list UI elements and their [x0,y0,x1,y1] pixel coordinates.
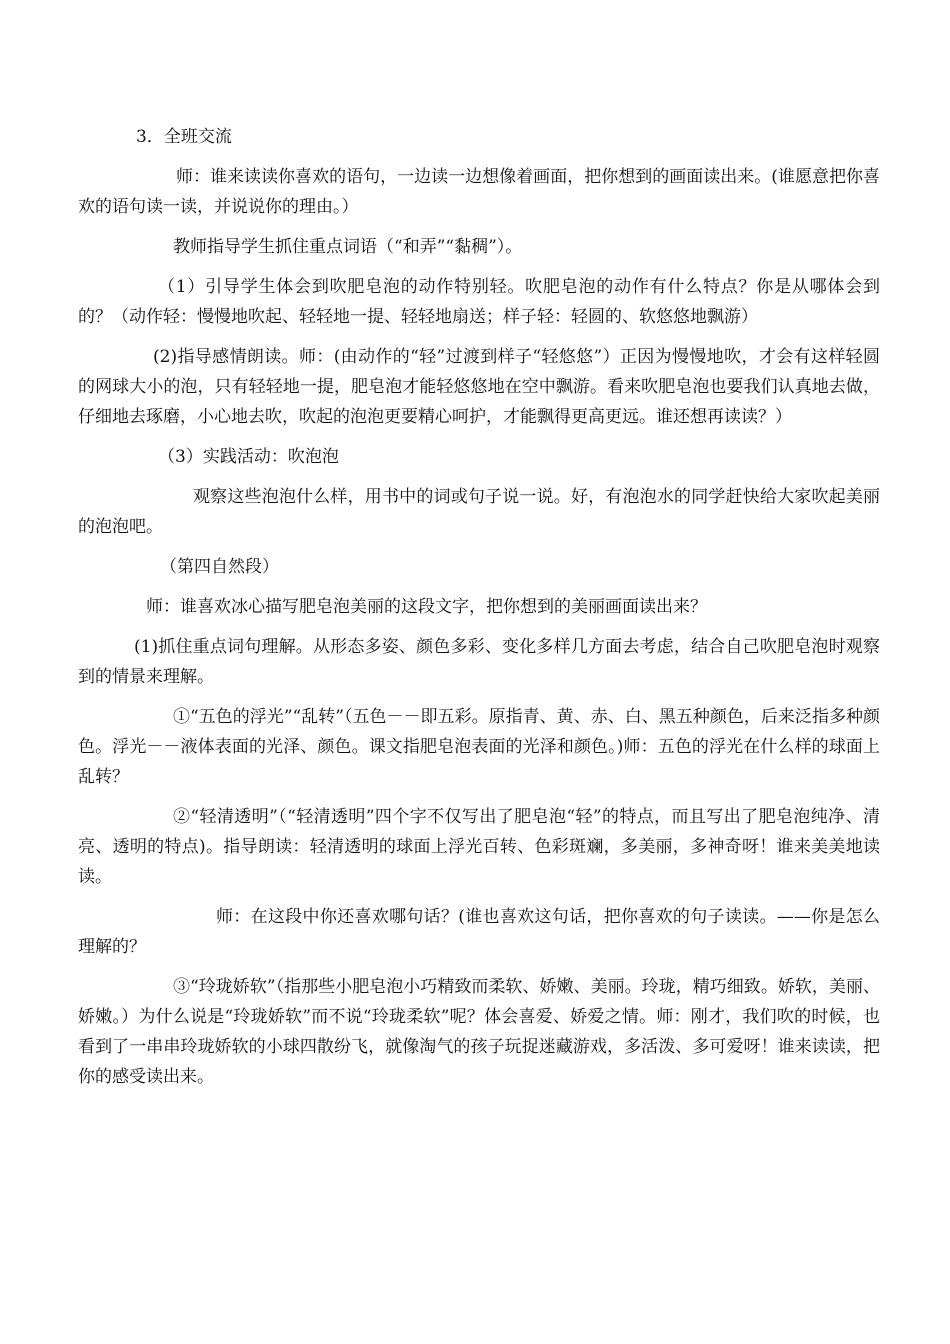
paragraph-circle-2: ②“轻清透明”（“轻清透明”四个字不仅写出了肥皂泡“轻”的特点，而且写出了肥皂泡纯净、清亮、透明的特点)。指导朗读：轻清透明的球面上浮光百转、色彩斑斓，多美丽，多神奇呀！谁来美美地读读。 [78,807,880,887]
paragraph-observe-bubbles: 观察这些泡泡什么样，用书中的词或句子说一说。好，有泡泡水的同学赶快给大家吹起美丽的泡泡吧。 [78,487,880,537]
paragraph-teacher-prompt: 师：谁来读读你喜欢的语句，一边读一边想像着画面，把你想到的画面读出来。(谁愿意把你喜欢的语句读一读，并说说你的理由。） [78,167,880,217]
paragraph-circle-3: ③“玲珑娇软”（指那些小肥皂泡小巧精致而柔软、娇嫩、美丽。玲珑，精巧细致。娇软，美丽、娇嫩。）为什么说是“玲珑娇软”而不说“玲珑柔软”呢？体会喜爱、娇爱之情。师：刚才，我们吹的时候，也看到了一串串玲珑娇软的小球四散纷飞，就像淘气的孩子玩捉迷藏游戏，多活泼、多可爱呀！谁来读读，把你的感受读出来。 [78,977,880,1087]
paragraph-key-sentences: (1)抓住重点词句理解。从形态多姿、颜色多彩、变化多样几方面去考虑，结合自己吹肥皂泡时观察到的情景来理解。 [78,637,880,687]
paragraph-circle-1: ①“五色的浮光”“乱转”（五色－－即五彩。原指青、黄、赤、白、黑五种颜色，后来泛指多种颜色。浮光－－液体表面的光泽、颜色。课文指肥皂泡表面的光泽和颜色。)师：五色的浮光在什么样的球面上乱转？ [78,707,880,787]
paragraph-item-1: （1）引导学生体会到吹肥皂泡的动作特别轻。吹肥皂泡的动作有什么特点？你是从哪体会到的？（动作轻：慢慢地吹起、轻轻地一提、轻轻地扇送；样子轻：轻圆的、软悠悠地飘游） [78,277,880,327]
paragraph-key-words: 教师指导学生抓住重点词语（“和弄”“黏稠”）。 [173,237,523,257]
paragraph-section-four: （第四自然段） [160,557,279,577]
paragraph-teacher-other-sentence: 师：在这段中你还喜欢哪句话？(谁也喜欢这句话，把你喜欢的句子读读。——你是怎么理解的？ [78,907,880,957]
section-heading-class-discussion: 3．全班交流 [136,127,232,147]
document-body [78,122,880,1102]
paragraph-item-3: （3）实践活动：吹泡泡 [158,447,339,467]
paragraph-teacher-bingxin: 师：谁喜欢冰心描写肥皂泡美丽的这段文字，把你想到的美丽画面读出来？ [146,597,707,617]
paragraph-item-2: (2)指导感情朗读。师：(由动作的“轻”过渡到样子“轻悠悠”）正因为慢慢地吹，才会有这样轻圆的网球大小的泡，只有轻轻地一提，肥皂泡才能轻悠悠地在空中飘游。看来吹肥皂泡也要我们认真地去做，仔细地去琢磨，小心地去吹，吹起的泡泡更要精心呵护，才能飘得更高更远。谁还想再读读？） [78,347,880,427]
